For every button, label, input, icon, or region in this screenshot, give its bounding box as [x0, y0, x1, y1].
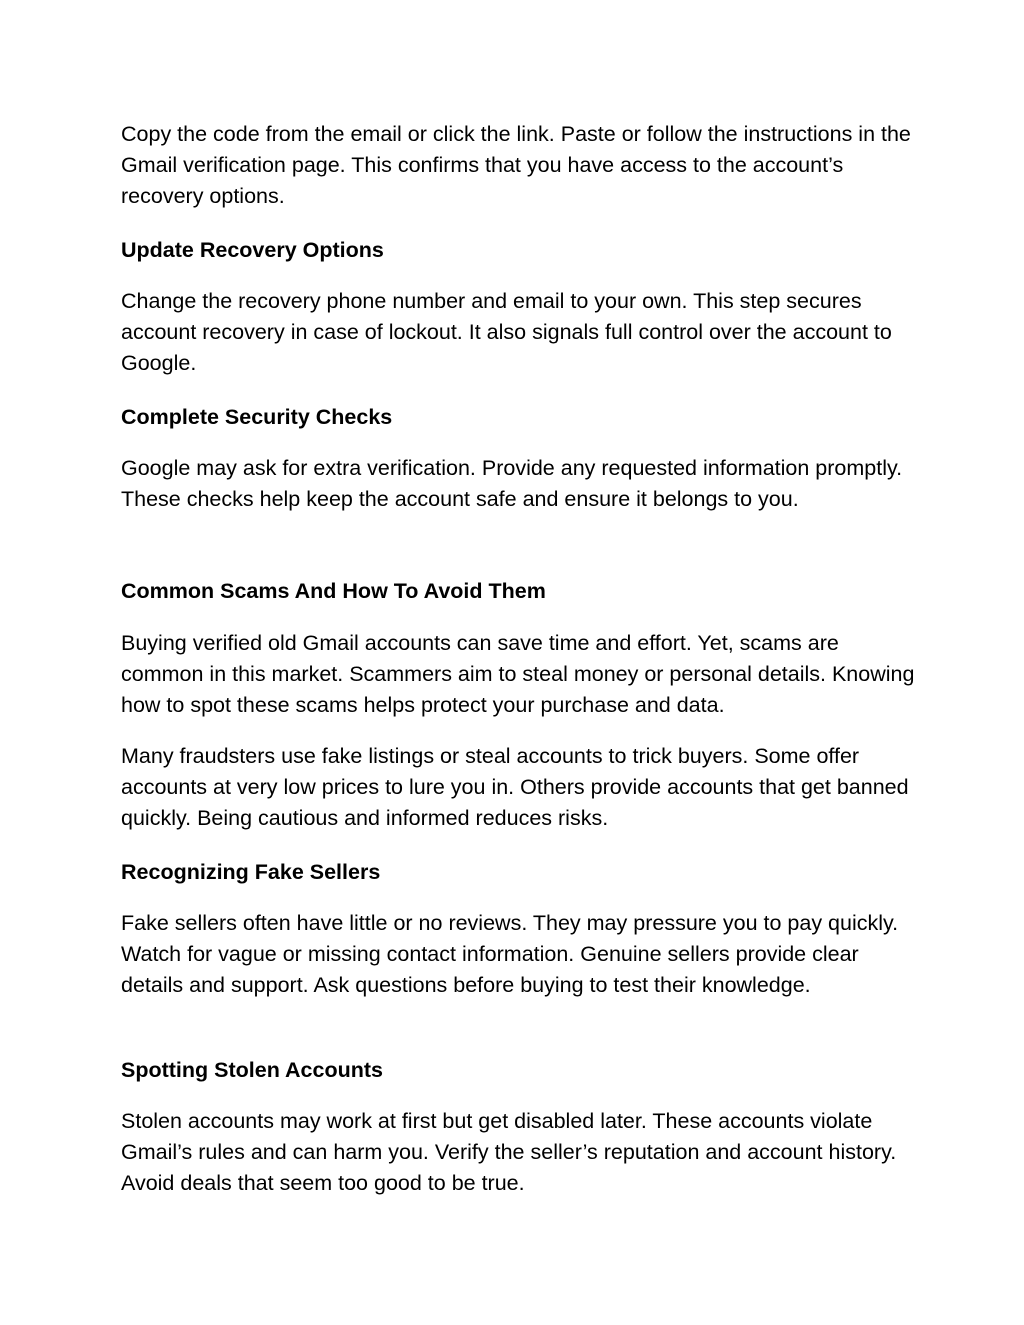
- paragraph: Buying verified old Gmail accounts can save time and effort. Yet, scams are common in this market. Scammers aim to steal money or personal details. Knowing how to spot these scams helps protect your purchase and data.: [121, 631, 915, 717]
- section-heading: Recognizing Fake Sellers: [121, 860, 381, 884]
- section-heading: Complete Security Checks: [121, 405, 393, 429]
- paragraph: Fake sellers often have little or no reviews. They may pressure you to pay quickly. Watch for vague or missing contact information. Genuine sellers provide clear details and support. Ask questions before buying to test their knowledge.: [121, 911, 899, 997]
- paragraph: Copy the code from the email or click the link. Paste or follow the instructions in the Gmail verification page. This confirms that you have access to the account’s recovery options.: [121, 122, 911, 208]
- paragraph: Stolen accounts may work at first but get disabled later. These accounts violate Gmail’s rules and can harm you. Verify the seller’s reputation and account history. Avoid deals that seem too good to be true.: [121, 1109, 897, 1195]
- paragraph: Many fraudsters use fake listings or steal accounts to trick buyers. Some offer accounts at very low prices to lure you in. Others provide accounts that get banned quickly. Being cautious and informed reduces risks.: [121, 744, 909, 830]
- section-heading: Spotting Stolen Accounts: [121, 1058, 383, 1082]
- section-heading: Common Scams And How To Avoid Them: [121, 579, 546, 603]
- paragraph: Change the recovery phone number and email to your own. This step secures account recovery in case of lockout. It also signals full control over the account to Google.: [121, 289, 892, 375]
- section-heading: Update Recovery Options: [121, 238, 384, 262]
- paragraph: Google may ask for extra verification. Provide any requested information promptly. These checks help keep the account safe and ensure it belongs to you.: [121, 456, 903, 511]
